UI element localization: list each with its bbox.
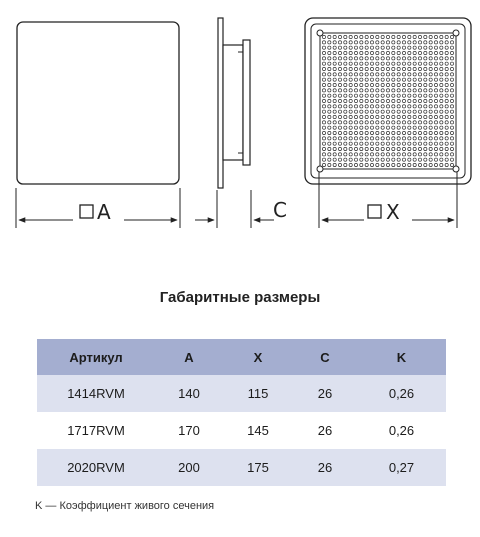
footnote: K — Коэффициент живого сечения (35, 500, 215, 512)
back-dimension-label: X (386, 200, 400, 224)
cell-article: 1717RVM (67, 423, 125, 438)
cell-article: 2020RVM (37, 449, 155, 486)
back-view (305, 18, 471, 228)
table-row (37, 449, 446, 486)
table-title: Габаритные размеры (159, 289, 321, 306)
dimensions-table (37, 339, 446, 486)
table-row (37, 375, 446, 412)
cell-k: 0,27 (357, 449, 446, 486)
header-article: Артикул (37, 339, 155, 375)
header-c: C (293, 339, 357, 375)
technical-drawings (0, 0, 480, 240)
front-view (16, 22, 180, 228)
square-symbol-icon (368, 205, 381, 218)
cell-a: 140 (155, 375, 223, 412)
square-symbol-icon (80, 205, 93, 218)
side-dimension-label: C (273, 198, 287, 222)
table-row (37, 412, 446, 449)
cell-x: 115 (223, 375, 293, 412)
cell-a: 200 (155, 449, 223, 486)
cell-article: 1414RVM (37, 375, 155, 412)
header-a: A (155, 339, 223, 375)
cell-c: 26 (293, 375, 357, 412)
cell-c: 26 (317, 423, 333, 438)
cell-c: 26 (293, 449, 357, 486)
header-x: X (223, 339, 293, 375)
cell-x: 145 (247, 423, 269, 438)
cell-k: 0,26 (357, 375, 446, 412)
cell-k: 0,26 (388, 423, 415, 438)
cell-a: 170 (178, 423, 200, 438)
table-header-row (37, 339, 446, 375)
front-dimension-label: A (97, 200, 111, 224)
header-k: K (357, 339, 446, 375)
side-view (195, 18, 287, 228)
cell-x: 175 (223, 449, 293, 486)
